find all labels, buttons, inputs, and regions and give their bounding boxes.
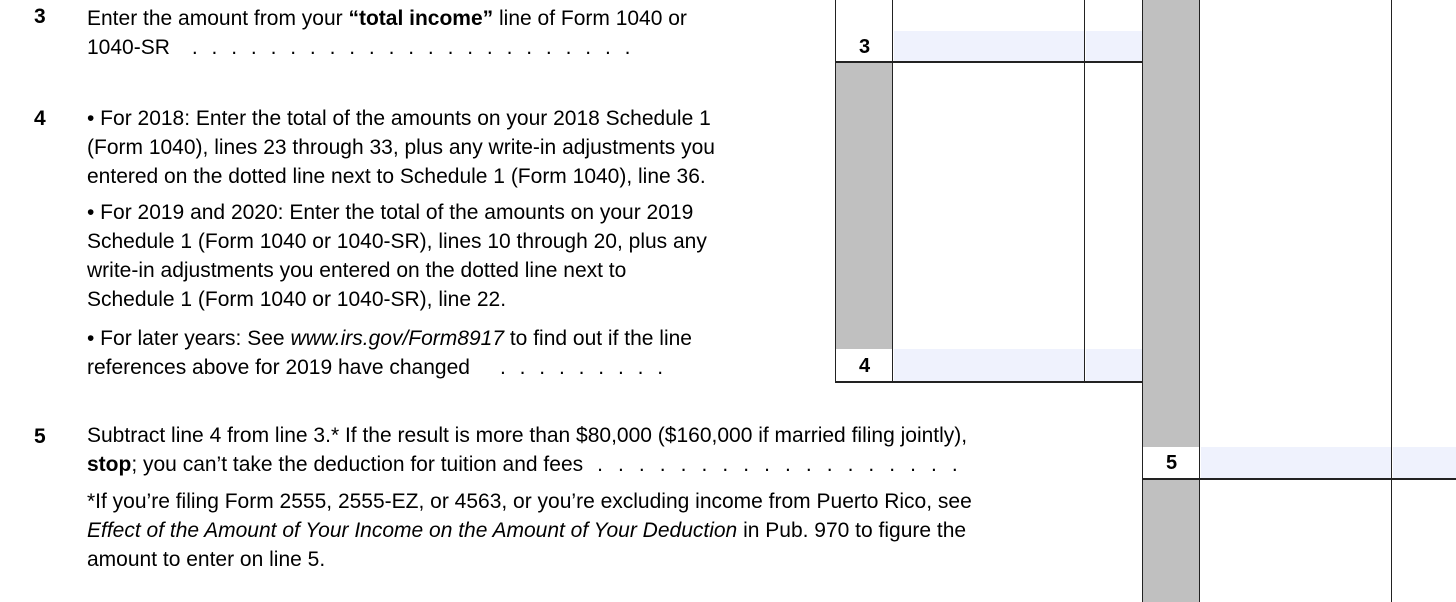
footnote-line1: *If you’re filing Form 2555, 2555-EZ, or 4563, or you’re excluding income from Puerto Rico, see bbox=[87, 490, 972, 513]
line-5-bottom-rule bbox=[1142, 478, 1456, 480]
outer-label-divider bbox=[1199, 0, 1200, 602]
line-4-number: 4 bbox=[34, 107, 46, 130]
line-5-text-line1: Subtract line 4 from line 3.* If the result is more than $80,000 ($160,000 if married filing jointly), bbox=[87, 424, 968, 447]
line-4-amount-input[interactable] bbox=[894, 349, 1084, 381]
footnote-line2: in Pub. 970 to figure the bbox=[737, 519, 967, 542]
line-4-label-shade bbox=[835, 62, 893, 349]
line-4-later-text: to find out if the line bbox=[504, 327, 692, 350]
line-4-2018-text: • For 2018: Enter the total of the amounts on your 2018 Schedule 1 bbox=[87, 107, 711, 130]
line-5-cents-input[interactable] bbox=[1393, 447, 1456, 478]
line-3-text-post: line of Form 1040 or bbox=[493, 7, 687, 30]
line-4-bullet-2019-2020 bbox=[87, 198, 817, 314]
line-4-bottom-rule bbox=[835, 381, 1142, 383]
line-4-cents-input[interactable] bbox=[1086, 349, 1142, 381]
line-5-number: 5 bbox=[34, 425, 46, 448]
outer-cents-divider bbox=[1391, 0, 1392, 602]
line-3-text-pre: Enter the amount from your bbox=[87, 7, 349, 30]
line-4-2019-text: • For 2019 and 2020: Enter the total of the amounts on your 2019 bbox=[87, 201, 694, 224]
line-3-number: 3 bbox=[34, 5, 46, 28]
line-5-leader-dots: . . . . . . . . . . . . . . . . . . bbox=[597, 453, 963, 476]
line-3-box-label: 3 bbox=[836, 32, 893, 61]
line-3-amount-input[interactable] bbox=[894, 31, 1084, 61]
outer-box-left-border bbox=[1142, 0, 1143, 602]
inner-label-divider bbox=[892, 0, 893, 382]
line-5-instructions bbox=[87, 421, 1127, 479]
line-4-later-text: • For later years: See bbox=[87, 327, 291, 350]
line-4-leader-dots: . . . . . . . . . bbox=[499, 356, 668, 379]
line-4-2018-text: entered on the dotted line next to Schedule 1 (Form 1040), line 36. bbox=[87, 165, 706, 188]
line-4-2019-text: Schedule 1 (Form 1040 or 1040-SR), line 22. bbox=[87, 288, 507, 311]
line-3-cents-input[interactable] bbox=[1086, 31, 1142, 61]
line-5-footnote bbox=[87, 487, 1127, 574]
footnote-line3: amount to enter on line 5. bbox=[87, 548, 326, 571]
line-3-bottom-rule bbox=[835, 61, 1142, 63]
line-4-later-text-line2: references above for 2019 have changed bbox=[87, 356, 470, 379]
line-3-instructions bbox=[87, 4, 817, 62]
irs-form8917-link[interactable]: www.irs.gov/Form8917 bbox=[290, 327, 505, 350]
line-5-text-line2: ; you can’t take the deduction for tuition and fees bbox=[131, 453, 584, 476]
line-3-total-income: “total income” bbox=[348, 7, 494, 30]
outer-spine-shade-top bbox=[1142, 0, 1200, 447]
line-5-amount-input[interactable] bbox=[1201, 447, 1391, 478]
line-3-text-line2: 1040-SR bbox=[87, 36, 170, 59]
line-4-2019-text: write-in adjustments you entered on the dotted line next to bbox=[87, 259, 627, 282]
line-5-stop: stop bbox=[87, 453, 132, 476]
line-4-bullet-later-years bbox=[87, 324, 817, 382]
inner-cents-divider bbox=[1084, 0, 1085, 382]
line-3-leader-dots: . . . . . . . . . . . . . . . . . . . . . . . bbox=[191, 36, 635, 59]
inner-box-left-border bbox=[835, 0, 836, 382]
footnote-italic-title: Effect of the Amount of Your Income on the Amount of Your Deduction bbox=[87, 519, 738, 542]
line-4-2019-text: Schedule 1 (Form 1040 or 1040-SR), lines 10 through 20, plus any bbox=[87, 230, 707, 253]
line-5-box-label: 5 bbox=[1143, 447, 1200, 478]
line-4-box-label: 4 bbox=[836, 350, 893, 381]
outer-spine-shade-bottom bbox=[1142, 479, 1200, 602]
line-4-bullet-2018 bbox=[87, 104, 817, 191]
line-4-2018-text: (Form 1040), lines 23 through 33, plus any write-in adjustments you bbox=[87, 136, 715, 159]
